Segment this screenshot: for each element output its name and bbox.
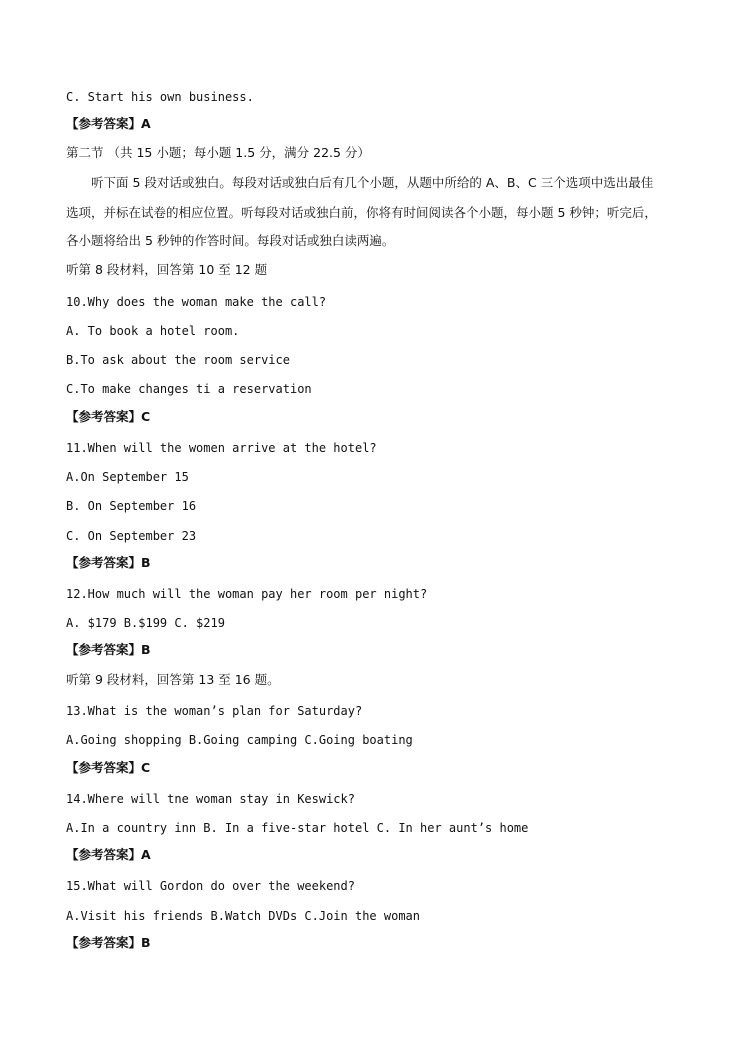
question-13-options: A.Going shopping B.Going camping C.Going boating (66, 733, 413, 747)
answer-line: 【参考答案】C (66, 760, 151, 775)
section-heading: 第二节 （共 15 小题；每小题 1.5 分，满分 22.5 分） (66, 145, 370, 160)
question-13: 13.What is the woman’s plan for Saturday? (66, 704, 363, 718)
answer-line: 【参考答案】B (66, 642, 151, 657)
question-15-options: A.Visit his friends B.Watch DVDs C.Join the woman (66, 909, 421, 923)
question-11: 11.When will the women arrive at the hotel? (66, 441, 377, 455)
material-heading-9: 听第 9 段材料，回答第 13 至 16 题。 (66, 672, 280, 687)
question-11-option-b: B. On September 16 (66, 499, 197, 513)
question-11-option-c: C. On September 23 (66, 529, 197, 543)
instruction-line-3: 各小题将给出 5 秒钟的作答时间。每段对话或独白读两遍。 (66, 233, 395, 248)
question-14-options: A.In a country inn B. In a five-star hotel C. In her aunt’s home (66, 821, 529, 835)
answer-line: 【参考答案】A (66, 116, 151, 131)
question-10-option-a: A. To book a hotel room. (66, 324, 240, 338)
question-14: 14.Where will tne woman stay in Keswick? (66, 792, 355, 806)
question-10-option-c: C.To make changes ti a reservation (66, 382, 312, 396)
question-10-option-b: B.To ask about the room service (66, 353, 290, 367)
answer-line: 【参考答案】C (66, 409, 151, 424)
option-c-line: C. Start his own business. (66, 90, 254, 104)
question-12: 12.How much will the woman pay her room per night? (66, 587, 428, 601)
instruction-line-1: 听下面 5 段对话或独白。每段对话或独白后有几个小题，从题中所给的 A、B、C 三个选项中选出最佳 (91, 175, 654, 190)
answer-line: 【参考答案】B (66, 555, 151, 570)
answer-line: 【参考答案】B (66, 935, 151, 950)
question-12-options: A. $179 B.$199 C. $219 (66, 616, 225, 630)
question-15: 15.What will Gordon do over the weekend? (66, 879, 355, 893)
answer-line: 【参考答案】A (66, 847, 151, 862)
question-10: 10.Why does the woman make the call? (66, 295, 327, 309)
question-11-option-a: A.On September 15 (66, 470, 189, 484)
material-heading-8: 听第 8 段材料，回答第 10 至 12 题 (66, 262, 268, 277)
instruction-line-2: 选项，并标在试卷的相应位置。听每段对话或独白前，你将有时间阅读各个小题，每小题 5 秒钟；听完后， (66, 205, 657, 220)
